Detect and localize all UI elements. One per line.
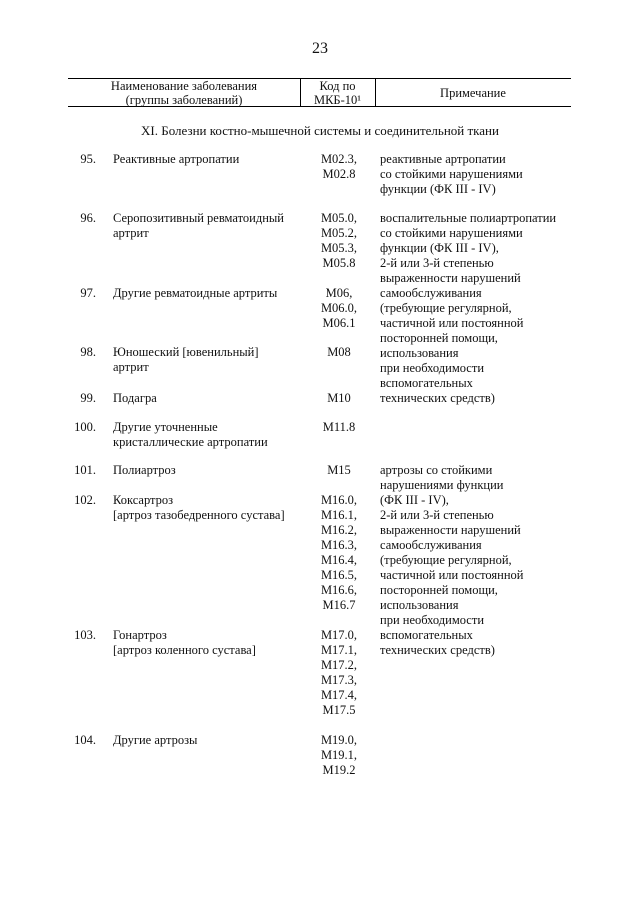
icd-codes: M10 [327, 391, 351, 405]
section-title: XI. Болезни костно-мышечной системы и соединительной ткани [141, 123, 499, 138]
disease-name: Гонартроз [артроз коленного сустава] [113, 628, 256, 657]
row-number: 104. [74, 733, 96, 747]
disease-name: Другие ревматоидные артриты [113, 286, 278, 300]
page-number: 23 [312, 40, 328, 57]
header-code-column [300, 79, 375, 107]
note-block: реактивные артропатии со стойкими нарушениями функции (ФК III - IV) [380, 152, 523, 196]
icd-codes: M17.0, M17.1, M17.2, M17.3, M17.4, M17.5 [320, 628, 358, 717]
row-number: 98. [80, 345, 96, 359]
note-block: артрозы со стойкими нарушениями функции (ФК III - IV), 2-й или 3-й степенью выраженности нарушений самообслуживания (требующие регулярной, частичной или постоянной посторонней помощи, использования при необходимости вспомогательных технических средств) [380, 463, 524, 657]
icd-codes: M08 [327, 345, 351, 359]
row-number: 103. [74, 628, 96, 642]
icd-codes: M05.0, M05.2, M05.3, M05.8 [320, 211, 358, 270]
disease-name: Подагра [113, 391, 157, 405]
row-number: 95. [80, 152, 96, 166]
header-name-line-2: (группы заболеваний) [125, 93, 243, 107]
disease-name: Реактивные артропатии [113, 152, 240, 166]
row-number: 99. [80, 391, 96, 405]
disease-name: Другие артрозы [113, 733, 198, 747]
header-name-line-1: Наименование заболевания [110, 79, 258, 93]
disease-name: Юношеский [ювенильный] артрит [113, 345, 259, 374]
icd-codes: M15 [327, 463, 351, 477]
header-code-line-1: Код по [319, 79, 356, 93]
header-note-column: Примечание [440, 86, 506, 100]
header-code-line-2: МКБ-10¹ [313, 93, 362, 107]
disease-name: Другие уточненные кристаллические артропатии [113, 420, 268, 449]
note-block: воспалительные полиартропатии со стойкими нарушениями функции (ФК III - IV), 2-й или 3-й степенью выраженности нарушений самообслуживания (требующие регулярной, частичной или постоянной посторонней помощи, использования при необходимости вспомогательных технических средств) [380, 211, 557, 405]
row-number: 102. [74, 493, 96, 507]
disease-name: Серопозитивный ревматоидный артрит [113, 211, 284, 240]
row-number: 97. [80, 286, 96, 300]
header-name-column [70, 79, 298, 107]
disease-name: Коксартроз [артроз тазобедренного сустава] [113, 493, 285, 522]
icd-codes: M19.0, M19.1, M19.2 [320, 733, 358, 777]
icd-codes: M16.0, M16.1, M16.2, M16.3, M16.4, M16.5, M16.6, M16.7 [320, 493, 358, 612]
icd-codes: M11.8 [322, 420, 356, 434]
disease-name: Полиартроз [113, 463, 176, 477]
row-number: 100. [74, 420, 96, 434]
row-number: 96. [80, 211, 96, 225]
icd-codes: M06, M06.0, M06.1 [320, 286, 358, 330]
row-number: 101. [74, 463, 96, 477]
icd-codes: M02.3, M02.8 [320, 152, 358, 181]
